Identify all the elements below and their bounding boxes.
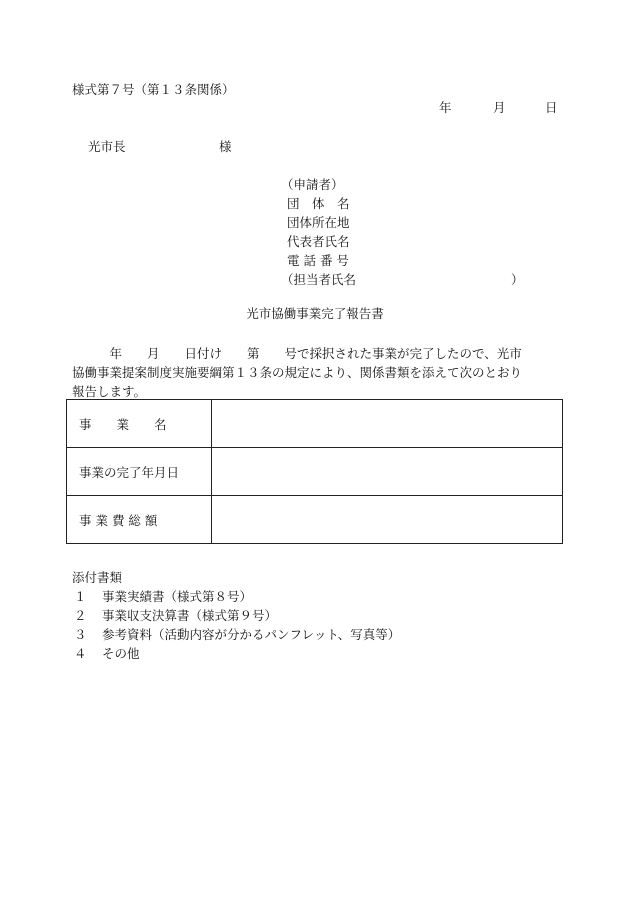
form-id: 様式第７号（第１３条関係） [72,82,235,97]
date-year-label: 年 [439,100,452,115]
attachments-section [72,568,400,663]
project-name-label: 事 業 名 [67,400,212,448]
attachment-text: 参考資料（活動内容が分かるパンフレット、写真等） [102,627,401,642]
completion-date-label: 事業の完了年月日 [67,448,212,496]
body-line-2: 協働事業提案制度実施要綱第１３条の規定により、関係書類を添えて次のとおり [72,365,523,380]
list-item [72,587,400,606]
list-item [72,606,400,625]
attachment-text: 事業実績書（様式第８号） [102,589,253,604]
applicant-block [281,175,524,289]
representative-label: 代表者氏名 [287,234,350,249]
body-line-1: 年 月 日付け 第 号で採択された事業が完了したので、光市 [72,346,522,361]
list-item [72,625,400,644]
attachments-heading: 添付書類 [72,570,123,585]
contact-name-label: （担当者氏名 [281,272,357,287]
total-cost-value [212,496,563,544]
project-name-value [212,400,563,448]
attachment-text: その他 [102,646,140,661]
applicant-heading: （申請者） [281,177,344,192]
org-address-label: 団体所在地 [287,215,350,230]
addressee-honorific: 様 [219,139,232,154]
total-cost-label: 事 業 費 総 額 [67,496,212,544]
attachment-number: ２ [74,608,87,623]
body-line-3: 報告します。 [72,384,147,399]
phone-label: 電 話 番 号 [287,253,349,268]
attachment-number: ３ [74,627,87,642]
table-row [67,400,563,448]
table-row [67,448,563,496]
org-name-label: 団 体 名 [287,196,350,211]
attachment-number: ４ [74,646,87,661]
date-month-label: 月 [493,100,506,115]
attachment-text: 事業収支決算書（様式第９号） [102,608,278,623]
list-item [72,644,400,663]
table-row [67,496,563,544]
attachment-number: １ [74,589,87,604]
contact-close-paren: ） [511,272,524,287]
project-table [66,399,563,544]
date-day-label: 日 [545,100,558,115]
document-title: 光市協働事業完了報告書 [246,306,384,321]
completion-date-value [212,448,563,496]
body-text [72,344,562,401]
addressee-name: 光市長 [88,139,126,154]
